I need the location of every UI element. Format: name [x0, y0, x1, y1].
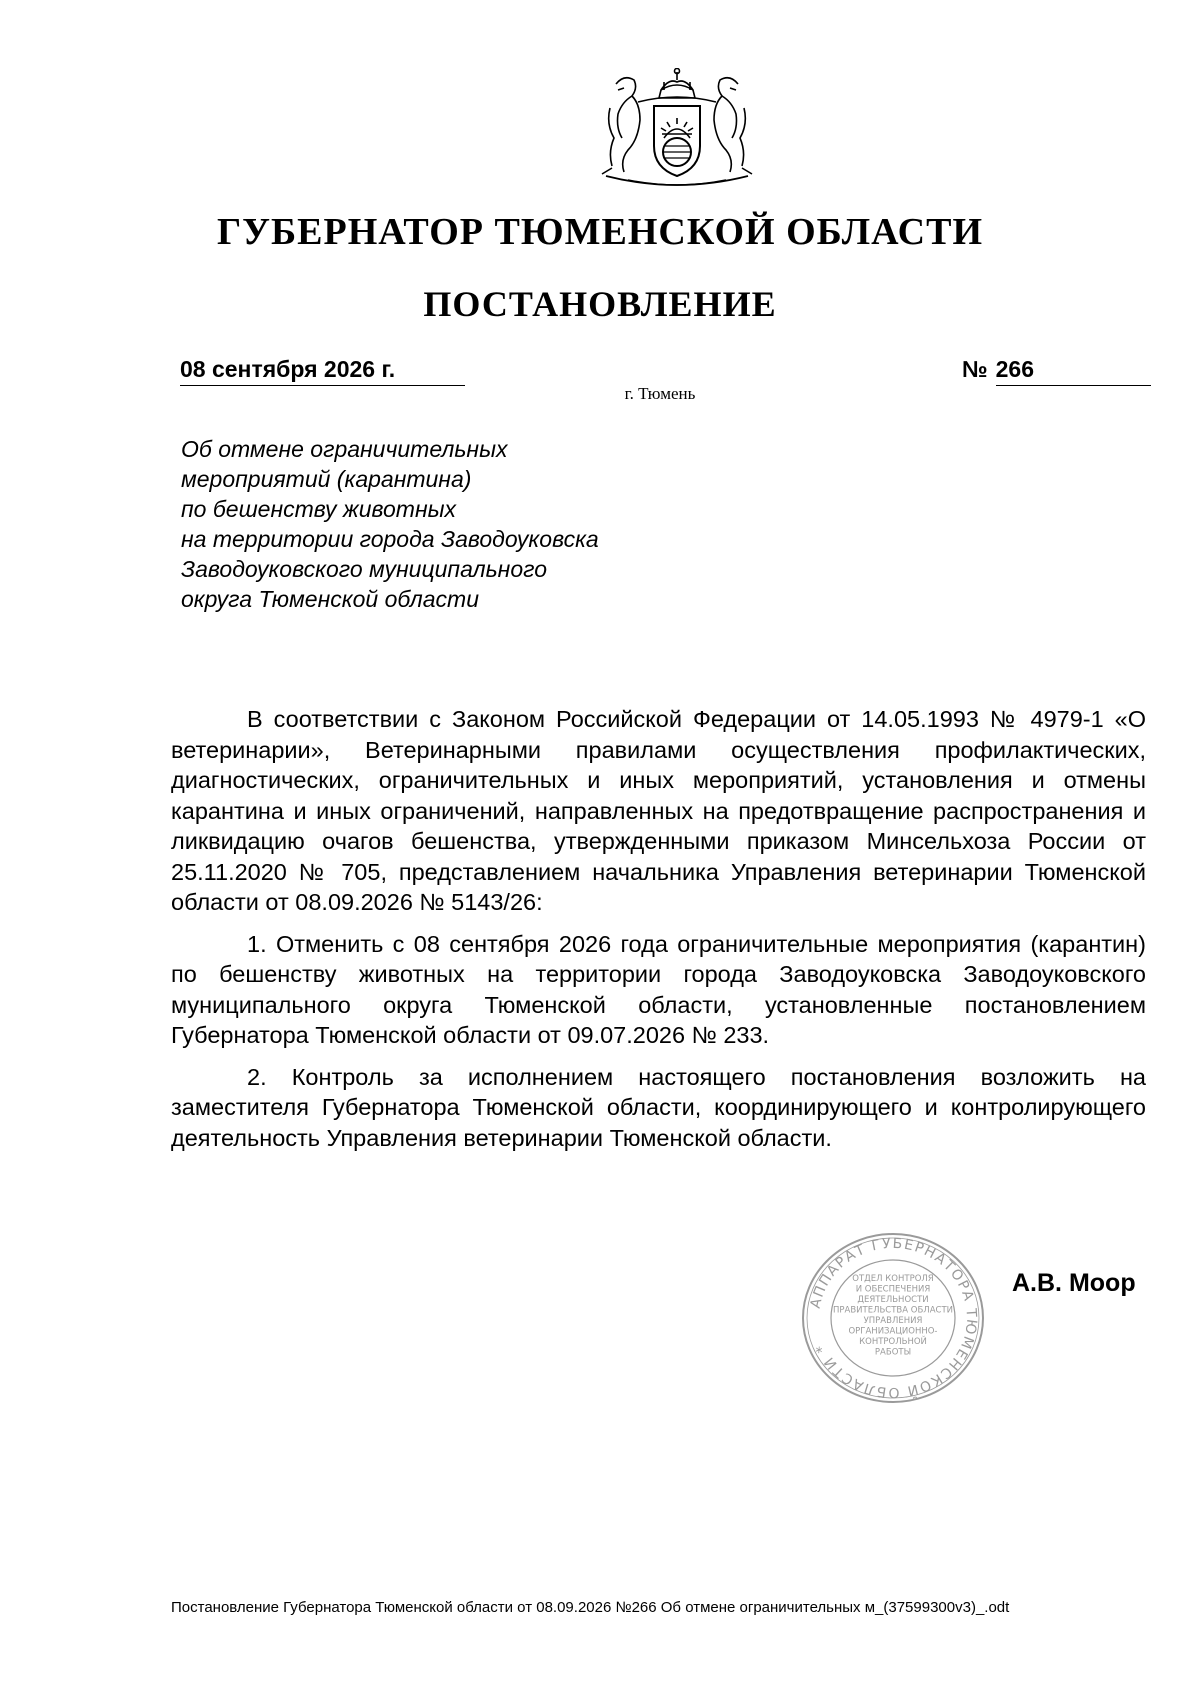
number-sign: №	[962, 356, 988, 382]
official-seal-stamp	[800, 1231, 986, 1405]
seal-inner-line: УПРАВЛЕНИЯ	[863, 1316, 923, 1326]
coat-of-arms-emblem	[598, 68, 756, 190]
document-number: 266	[996, 354, 1151, 386]
seal-inner-line: ДЕЯТЕЛЬНОСТИ	[857, 1295, 929, 1305]
seal-inner-line: ПРАВИТЕЛЬСТВА ОБЛАСТИ	[833, 1305, 953, 1316]
seal-inner-line: ОРГАНИЗАЦИОННО-	[848, 1326, 938, 1337]
footer-file-name: Постановление Губернатора Тюменской области от 08.09.2026 №266 Об отмене ограничительных м_(37599300v3)_.odt	[171, 1599, 1010, 1616]
seal-inner-line: КОНТРОЛЬНОЙ	[859, 1337, 927, 1347]
subject-line: Заводоуковского муниципального	[181, 556, 547, 582]
preamble-paragraph: В соответствии с Законом Российской Федерации от 14.05.1993 № 4979-1 «О ветеринарии», Ветеринарными правилами осуществления профилактических, диагностических, ограничительных и иных мероприятий, установления и отмены карантина и иных ограничений, направленных на предотвращение распространения и ликвидацию очагов бешенства, утвержденными приказом Минсельхоза России от 25.11.2020 № 705, представлением начальника Управления ветеринарии Тюменской области от 08.09.2026 № 5143/26:	[171, 706, 1146, 915]
seal-inner-line: ОТДЕЛ КОНТРОЛЯ	[852, 1274, 934, 1284]
document-body	[171, 704, 1146, 1164]
svg-text:АППАРАТ ГУБЕРНАТОРА ТЮМЕНСКОЙ: АППАРАТ ГУБЕРНАТОРА ТЮМЕНСКОЙ ОБЛАСТИ *	[807, 1235, 980, 1401]
subject-line: Об отмене ограничительных	[181, 436, 508, 462]
subject-line: на территории города Заводоуковска	[181, 526, 599, 552]
subject-line: округа Тюменской области	[181, 586, 480, 612]
subject-line: мероприятий (карантина)	[181, 466, 472, 492]
document-subject	[181, 434, 741, 614]
seal-inner-line: И ОБЕСПЕЧЕНИЯ	[855, 1284, 931, 1295]
subject-line: по бешенству животных	[181, 496, 457, 522]
document-date: 08 сентября 2026 г.	[180, 354, 465, 386]
signatory-name: А.В. Моор	[1012, 1269, 1136, 1297]
resolution-item-1: 1. Отменить с 08 сентября 2026 года ограничительные мероприятия (карантин) по бешенству животных на территории города Заводоуковска Заводоуковского муниципального округа Тюменской области, установленные постановлением Губернатора Тюменской области от 09.07.2026 № 233.	[171, 930, 1146, 1048]
resolution-item-2: 2. Контроль за исполнением настоящего постановления возложить на заместителя Губернатора Тюменской области, координирующего и контролирующего деятельность Управления ветеринарии Тюменской области.	[171, 1063, 1146, 1151]
authority-title: ГУБЕРНАТОР ТЮМЕНСКОЙ ОБЛАСТИ	[216, 211, 984, 253]
document-number-field	[962, 354, 1151, 385]
document-city: г. Тюмень	[624, 384, 696, 403]
seal-inner-line: РАБОТЫ	[874, 1347, 912, 1358]
document-type-heading: ПОСТАНОВЛЕНИЕ	[423, 284, 777, 324]
